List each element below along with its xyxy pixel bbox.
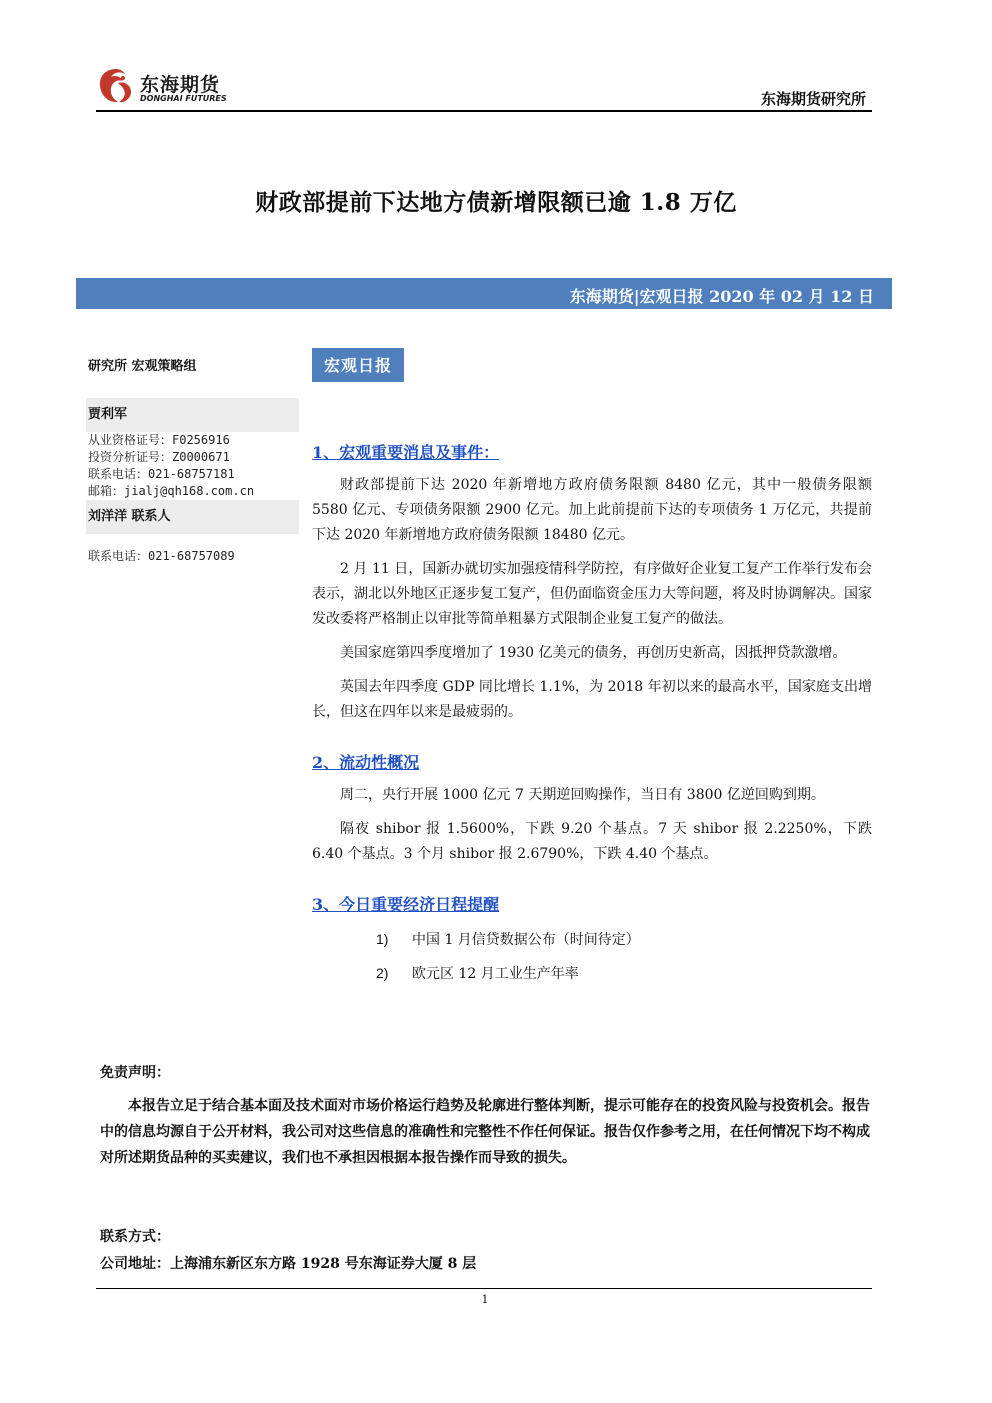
- paragraph: 隔夜 shibor 报 1.5600%，下跌 9.20 个基点。7 天 shibor 报 2.2250%，下跌 6.40 个基点。3 个月 shibor 报 2.6790%，下跌 4.40 个基点。: [312, 821, 872, 862]
- disclaimer-heading: 免责声明：: [100, 1065, 170, 1081]
- page-number: 1: [481, 1293, 489, 1306]
- footer-divider: [96, 1288, 872, 1289]
- paragraph: 美国家庭第四季度增加了 1930 亿美元的债务，再创历史新高，因抵押贷款激增。: [340, 645, 847, 661]
- logo-english-text: DONGHAI FUTURES: [140, 94, 227, 103]
- list-item-number: 2): [376, 965, 389, 981]
- section-heading-calendar: 3、今日重要经济日程提醒: [312, 895, 500, 914]
- list-item-text: 欧元区 12 月工业生产年率: [412, 966, 579, 982]
- analyst-investment-cert: 投资分析证号：Z0000671: [88, 450, 230, 464]
- paragraph: 财政部提前下达 2020 年新增地方政府债务限额 8480 亿元，其中一般债务限额 5580 亿元、专项债务限额 2900 亿元。加上此前提前下达的专项债务 1 万亿元，共提前下达 2020 年新增地方政府债务限额 18480 亿元。: [312, 477, 872, 543]
- company-logo: [96, 66, 236, 106]
- header-institute-name: 东海期货研究所: [760, 90, 866, 108]
- contact-person-phone: 联系电话：021-68757089: [88, 549, 235, 563]
- banner-text: 东海期货|宏观日报 2020 年 02 月 12 日: [569, 287, 874, 306]
- header-divider: [96, 110, 872, 112]
- section-heading-macro-events: 1、宏观重要消息及事件：: [312, 443, 500, 462]
- analyst-email: 邮箱：jialj@qh168.com.cn: [88, 484, 255, 498]
- analyst-phone: 联系电话：021-68757181: [88, 467, 235, 481]
- paragraph: 英国去年四季度 GDP 同比增长 1.1%，为 2018 年初以来的最高水平，国家庭支出增长，但这在四年以来是最疲弱的。: [312, 679, 872, 720]
- list-item-text: 中国 1 月信贷数据公布（时间待定）: [412, 932, 640, 948]
- dragon-logo-icon: [96, 66, 136, 106]
- contact-heading: 联系方式：: [100, 1229, 170, 1245]
- report-banner: [76, 278, 892, 309]
- logo-chinese-text: 东海期货: [140, 74, 221, 96]
- paragraph: 2 月 11 日，国新办就切实加强疫情科学防控，有序做好企业复工复产工作举行发布会表示，湖北以外地区正逐步复工复产，但仍面临资金压力大等问题，将及时协调解决。国家发改委将严格制止以审批等简单粗暴方式限制企业复工复产的做法。: [312, 561, 872, 627]
- list-item: [312, 927, 872, 953]
- list-item: [312, 961, 872, 987]
- analyst-name: 贾利军: [86, 398, 299, 432]
- report-type-tag: 宏观日报: [312, 348, 404, 382]
- contact-person-name: 刘洋洋 联系人: [86, 500, 299, 534]
- section-heading-liquidity: 2、流动性概况: [312, 753, 420, 772]
- research-group-label: 研究所 宏观策略组: [88, 359, 197, 374]
- document-title: 财政部提前下达地方债新增限额已逾 1.8 万亿: [255, 189, 737, 216]
- disclaimer-text: 本报告立足于结合基本面及技术面对市场价格运行趋势及轮廓进行整体判断，提示可能存在的投资风险与投资机会。报告中的信息均源自于公开材料，我公司对这些信息的准确性和完整性不作任何保证。报告仅作参考之用，在任何情况下均不构成对所述期货品种的买卖建议，我们也不承担因根据本报告操作而导致的损失。: [100, 1098, 870, 1166]
- list-item-number: 1): [376, 931, 389, 947]
- analyst-qualification: 从业资格证号：F0256916: [88, 433, 230, 447]
- company-address: 公司地址：上海浦东新区东方路 1928 号东海证券大厦 8 层: [100, 1256, 477, 1272]
- analyst-sidebar: [86, 350, 299, 565]
- paragraph: 周二，央行开展 1000 亿元 7 天期逆回购操作，当日有 3800 亿逆回购到期。: [340, 787, 825, 803]
- report-body: [312, 348, 872, 987]
